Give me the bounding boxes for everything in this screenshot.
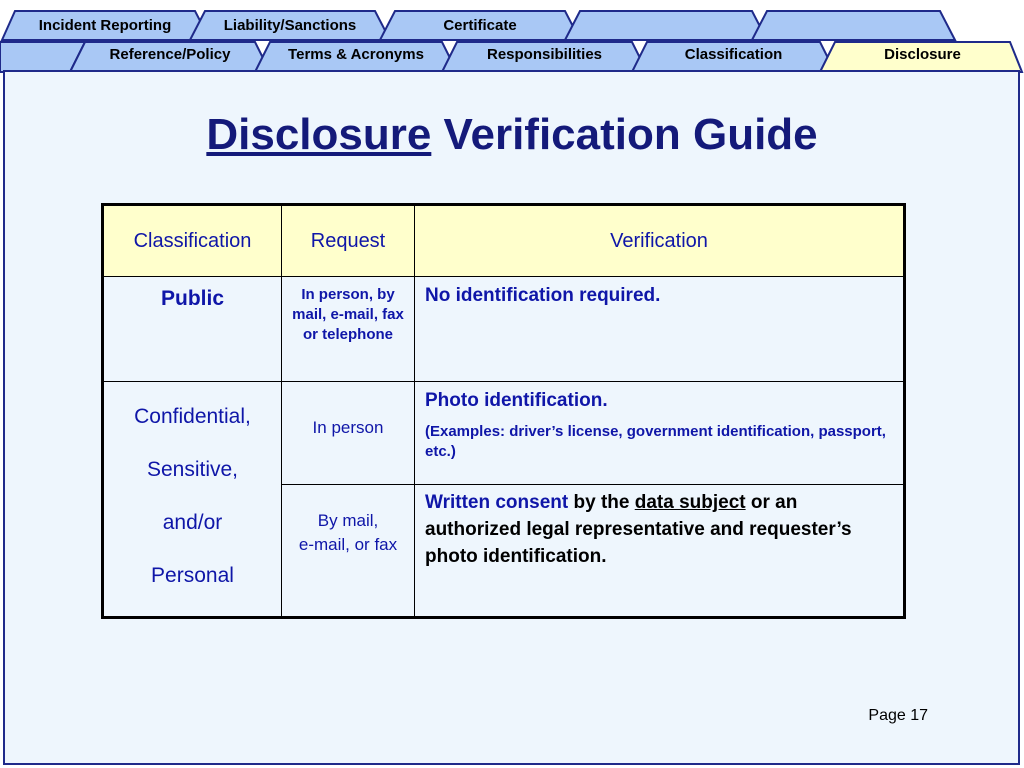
tab-disclosure[interactable]: Disclosure [884, 46, 961, 63]
classification-line-personal: Personal [151, 564, 234, 587]
photo-id-examples: (Examples: driver’s license, government identification, passport, etc.) [425, 423, 886, 460]
title-rest: Verification Guide [431, 110, 818, 159]
header-verification: Verification [415, 205, 905, 277]
tab-incident-reporting[interactable]: Incident Reporting [38, 17, 172, 34]
cell-restricted-classification [103, 382, 282, 618]
tab-terms-acronyms[interactable]: Terms & Acronyms [288, 46, 424, 63]
cell-public-verification: No identification required. [415, 277, 905, 382]
cell-public-classification: Public [103, 277, 282, 382]
photo-id-text: Photo identification. [425, 390, 608, 411]
table-row-in-person [103, 382, 905, 485]
by-mail-line-2: e-mail, or fax [298, 535, 398, 554]
tab-empty-2[interactable] [767, 16, 940, 36]
written-consent-text: Written consent [425, 492, 569, 513]
page-title [0, 110, 1024, 160]
cell-by-mail-verification [415, 485, 905, 618]
cell-public-request: In person, by mail, e-mail, fax or telephone [282, 277, 415, 382]
table-header-row [103, 205, 905, 277]
title-keyword: Disclosure [206, 110, 432, 159]
classification-line-sensitive: Sensitive, [146, 458, 239, 481]
by-the-text: by the [568, 492, 635, 513]
table-row-public [103, 277, 905, 382]
tab-reference-policy[interactable]: Reference/Policy [109, 46, 231, 63]
by-mail-line-1: By mail, [317, 511, 379, 530]
data-subject-link[interactable]: data subject [634, 492, 746, 513]
page-number: Page 17 [868, 707, 928, 724]
header-request: Request [282, 205, 415, 277]
header-classification: Classification [103, 205, 282, 277]
cell-in-person-request: In person [282, 382, 415, 485]
cell-by-mail-request [282, 485, 415, 618]
classification-line-confidential: Confidential, [134, 405, 251, 428]
tab-strip [0, 0, 1024, 80]
classification-line-andor: and/or [162, 511, 223, 534]
consent-rest-text: or an authorized legal representative and requester’s photo identification. [425, 492, 852, 567]
tab-certificate[interactable]: Certificate [443, 17, 517, 34]
cell-in-person-verification [415, 382, 905, 485]
verification-table [101, 203, 906, 619]
tab-classification[interactable]: Classification [684, 46, 783, 63]
tab-empty-1[interactable] [580, 16, 752, 36]
tab-shapes [0, 0, 1024, 80]
tab-responsibilities[interactable]: Responsibilities [486, 46, 603, 63]
tab-liability-sanctions[interactable]: Liability/Sanctions [223, 17, 357, 34]
